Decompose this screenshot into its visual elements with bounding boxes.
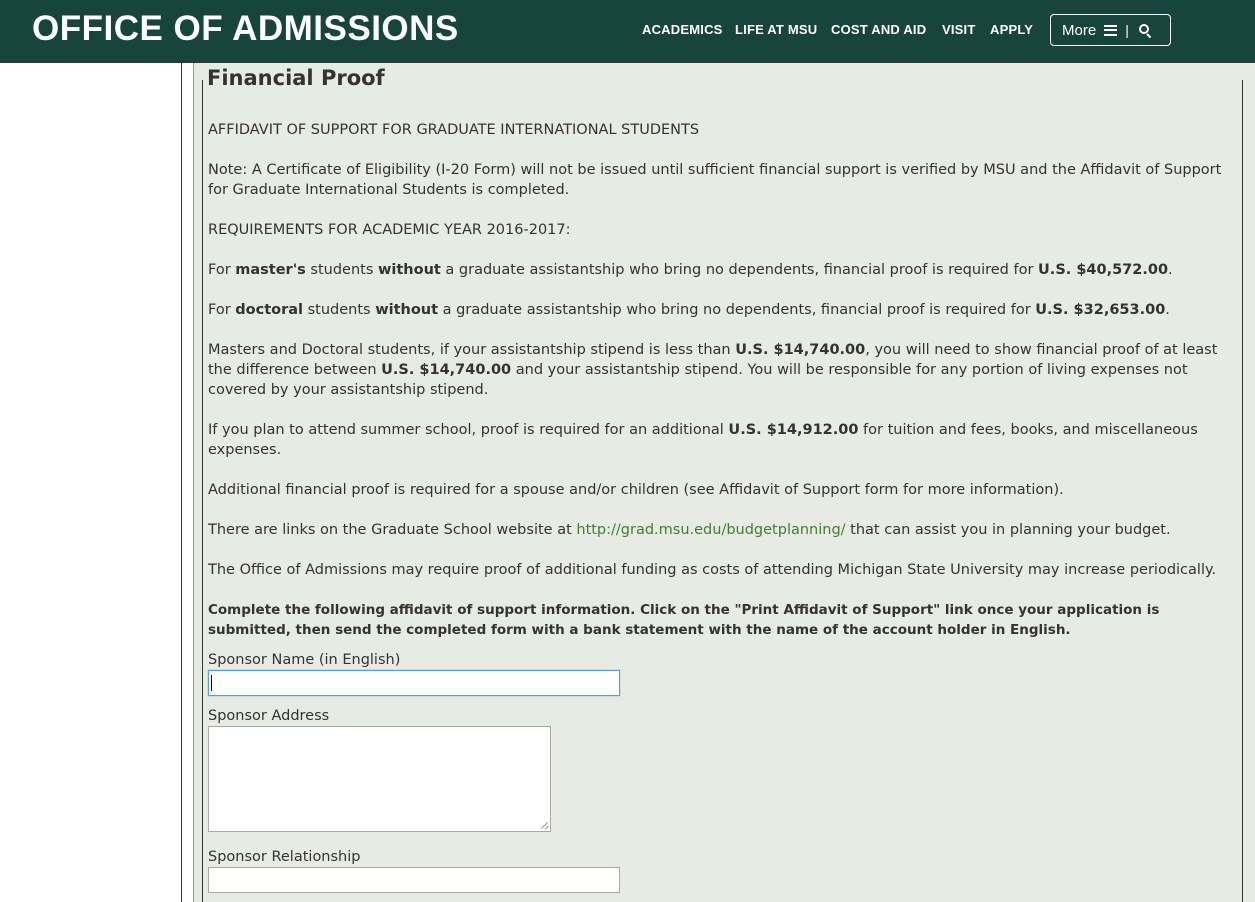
fieldset-border-right — [1242, 80, 1243, 902]
masters-requirement: For master's students without a graduate assistantship who bring no dependents, financial proof is required for U.S. $40,572.00. — [208, 262, 1173, 278]
resize-handle-icon[interactable] — [541, 822, 548, 829]
budget-planning-link[interactable]: http://grad.msu.edu/budgetplanning/ — [576, 522, 846, 538]
retroactive-note: The Office of Admissions may require proof of additional funding as costs of attending Michigan State University may increase periodically. — [208, 562, 1217, 578]
section-legend: Financial Proof — [207, 66, 389, 90]
affidavit-instructions: Complete the following affidavit of support information. Click on the "Print Affidavit of Support" link once your application is submitted, then send the completed form with a bank statement with the name of the account holder in English. — [208, 602, 1160, 638]
nav-academics[interactable]: ACADEMICS — [642, 22, 723, 37]
budget-links-note: There are links on the Graduate School website at http://grad.msu.edu/budgetplanning/ that can assist you in planning your budget. — [208, 522, 1171, 538]
more-label: More — [1062, 21, 1097, 39]
sponsor-address-textarea[interactable] — [208, 726, 551, 832]
sponsor-relationship-label: Sponsor Relationship — [208, 849, 361, 865]
search-icon[interactable] — [1139, 24, 1152, 37]
stipend-requirement: Masters and Doctoral students, if your assistantship stipend is less than U.S. $14,740.00, you will need to show financial proof of at least the difference between U.S. $14,740.00 and your assistantship stipend. You will be responsible for any portion of living expenses not covered by your assistantship stipend. — [208, 342, 1218, 398]
hamburger-icon — [1104, 25, 1117, 36]
sponsor-relationship-input[interactable] — [208, 867, 620, 893]
nav-visit[interactable]: VISIT — [942, 22, 976, 37]
financial-proof-section — [208, 120, 1238, 893]
left-divider — [181, 63, 182, 902]
requirements-heading: REQUIREMENTS FOR ACADEMIC YEAR 2016-2017: — [208, 222, 571, 238]
site-title[interactable]: OFFICE OF ADMISSIONS — [32, 9, 459, 48]
summer-requirement: If you plan to attend summer school, proof is required for an additional U.S. $14,912.00 for tuition and fees, books, and miscellaneous expenses. — [208, 422, 1198, 458]
site-header — [0, 0, 1255, 63]
nav-life-at-msu[interactable]: LIFE AT MSU — [735, 22, 818, 37]
more-menu-button[interactable] — [1050, 14, 1171, 46]
sponsor-name-label: Sponsor Name (in English) — [208, 652, 401, 668]
nav-cost-and-aid[interactable]: COST AND AID — [831, 22, 927, 37]
doctoral-requirement: For doctoral students without a graduate assistantship who bring no dependents, financial proof is required for U.S. $32,653.00. — [208, 302, 1170, 318]
separator: | — [1125, 22, 1129, 38]
fieldset-border-left — [202, 80, 203, 902]
eligibility-note: Note: A Certificate of Eligibility (I-20 Form) will not be issued until sufficient financial support is verified by MSU and the Affidavit of Support for Graduate International Students is completed. — [208, 162, 1222, 198]
affidavit-heading: AFFIDAVIT OF SUPPORT FOR GRADUATE INTERNATIONAL STUDENTS — [208, 122, 700, 138]
sponsor-address-label: Sponsor Address — [208, 708, 330, 724]
text-caret — [211, 675, 212, 691]
nav-apply[interactable]: APPLY — [990, 22, 1034, 37]
dependents-note: Additional financial proof is required for a spouse and/or children (see Affidavit of Support form for more information). — [208, 482, 1064, 498]
sponsor-name-input[interactable] — [208, 670, 620, 696]
